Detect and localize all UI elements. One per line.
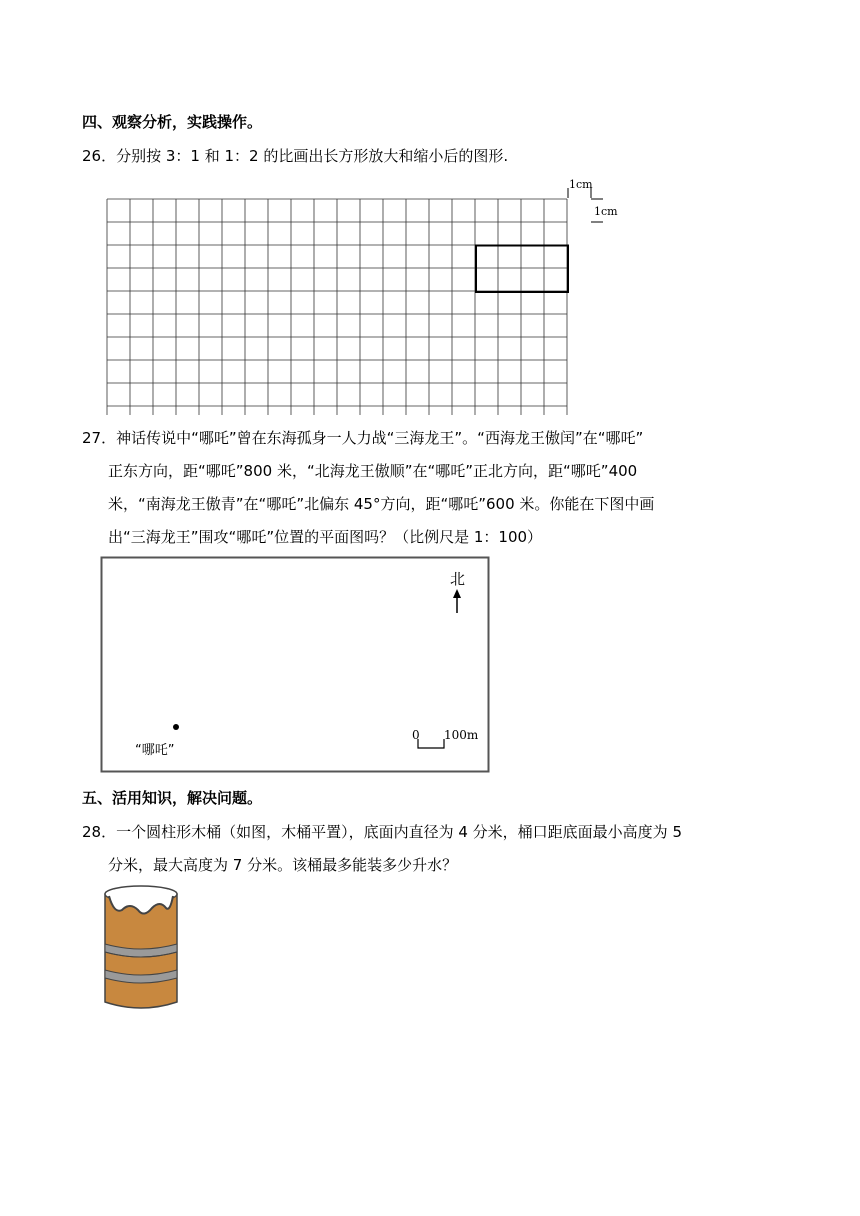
grid-lines bbox=[107, 199, 567, 415]
question-28-line2: 分米，最大高度为 7 分米。该桶最多能装多少升水？ bbox=[108, 856, 458, 874]
map-frame bbox=[102, 558, 489, 772]
question-27-line2: 正东方向，距“哪吒”800 米，“北海龙王傲顺”在“哪吒”正北方向，距“哪吒”400 bbox=[108, 462, 638, 480]
barrel-icon bbox=[105, 886, 177, 1008]
question-27 bbox=[82, 422, 782, 554]
question-28 bbox=[82, 816, 782, 882]
section-five-heading: 五、活用知识，解决问题。 bbox=[82, 789, 263, 807]
scale-value-label: 100m bbox=[444, 728, 479, 742]
question-27-line4: 出“三海龙王”围攻“哪吒”位置的平面图吗？（比例尺是 1：100） bbox=[108, 528, 543, 546]
unit-h-label: 1cm bbox=[569, 178, 593, 191]
section-four-heading: 四、观察分析，实践操作。 bbox=[82, 113, 263, 131]
question-27-line1: 27．神话传说中“哪吒”曾在东海孤身一人力战“三海龙王”。“西海龙王傲闰”在“哪吒” bbox=[82, 429, 644, 447]
north-label: 北 bbox=[450, 570, 466, 588]
barrel-figure bbox=[100, 880, 182, 1012]
question-28-line1: 28．一个圆柱形木桶（如图，木桶平置），底面内直径为 4 分米，桶口距底面最小高度为 5 bbox=[82, 823, 682, 841]
question-26 bbox=[82, 140, 782, 173]
question-27-line3: 米，“南海龙王傲青”在“哪吒”北偏东 45°方向，距“哪吒”600 米。你能在下图中画 bbox=[108, 495, 655, 513]
scale-zero-label: 0 bbox=[412, 728, 420, 742]
original-rectangle bbox=[476, 246, 568, 293]
question-26-text: 26．分别按 3：1 和 1：2 的比画出长方形放大和缩小后的图形. bbox=[82, 147, 509, 165]
grid-figure bbox=[100, 170, 620, 415]
nezha-label: “哪吒” bbox=[135, 743, 175, 758]
nezha-point bbox=[173, 724, 179, 730]
unit-v-label: 1cm bbox=[594, 205, 618, 218]
map-figure bbox=[100, 556, 492, 776]
